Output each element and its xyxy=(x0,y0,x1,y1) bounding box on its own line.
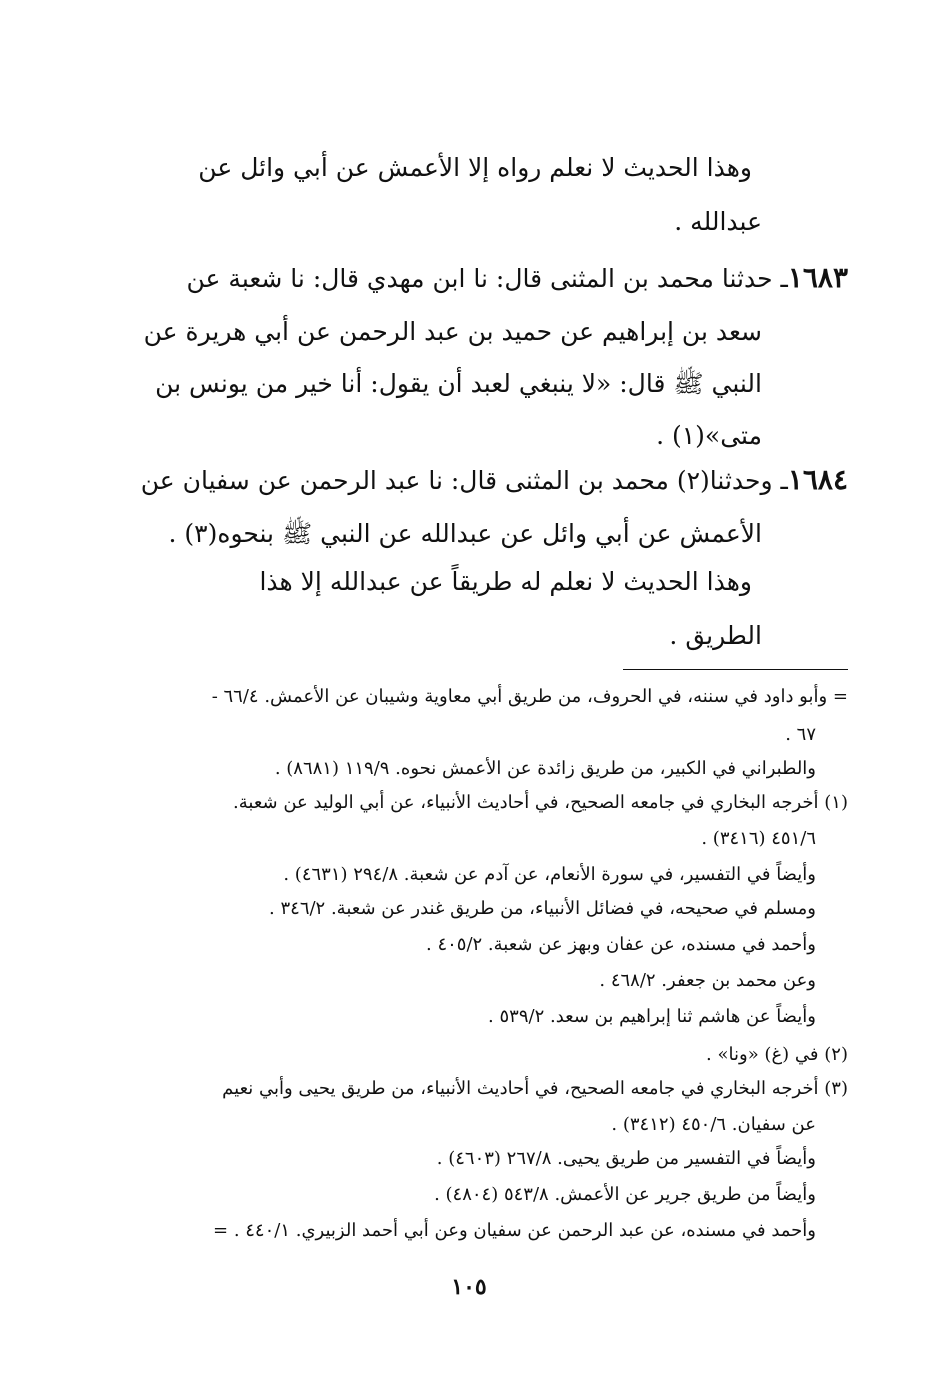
footnote-line: وأيضاً من طريق جرير عن الأعمش. ٥٤٣/٨ (٤٨٠٤) . xyxy=(434,1184,816,1205)
entry-number: ١٦٨٣ xyxy=(787,261,848,294)
footnote-line: ومسلم في صحيحه، في فضائل الأنبياء، من طريق غندر عن شعبة. ٣٤٦/٢ . xyxy=(269,898,816,919)
footnote-line: والطبراني في الكبير، من طريق زائدة عن الأعمش نحوه. ١١٩/٩ (٨٦٨١) . xyxy=(274,758,816,779)
paragraph-line: الطريق . xyxy=(669,621,762,650)
footnote-3: (٣) أخرجه البخاري في جامعه الصحيح، في أحاديث الأنبياء، من طريق يحيى وأبي نعيم xyxy=(222,1078,848,1099)
paragraph-line: وهذا الحديث لا نعلم رواه إلا الأعمش عن أبي وائل عن xyxy=(198,153,752,182)
footnote-line: ٦٧ . xyxy=(785,724,816,745)
footnote-line: وأيضاً في التفسير، في سورة الأنعام، عن آدم عن شعبة. ٢٩٤/٨ (٤٦٣١) . xyxy=(283,864,816,885)
footnote-line: = وأبو داود في سننه، في الحروف، من طريق أبي معاوية وشيبان عن الأعمش. ٦٦/٤ - xyxy=(211,686,848,707)
footnote-line: وعن محمد بن جعفر. ٤٦٨/٢ . xyxy=(599,970,816,991)
entry-text-line: النبي ﷺ قال: «لا ينبغي لعبد أن يقول: أنا خير من يونس بن xyxy=(155,369,762,398)
entry-text-line: متى»(١) . xyxy=(656,421,762,450)
page-number: ١٠٥ xyxy=(451,1274,487,1300)
footnote-line: وأيضاً في التفسير من طريق يحيى. ٢٦٧/٨ (٤٦٠٣) . xyxy=(436,1148,816,1169)
paragraph-line: وهذا الحديث لا نعلم له طريقاً عن عبدالله إلا هذا xyxy=(259,567,752,596)
footnote-1: (١) أخرجه البخاري في جامعه الصحيح، في أحاديث الأنبياء، عن أبي الوليد عن شعبة. xyxy=(233,792,848,813)
entry-text: ـ حدثنا محمد بن المثنى قال: نا ابن مهدي قال: نا شعبة عن xyxy=(186,264,788,293)
hadith-entry-1684 xyxy=(141,452,848,508)
footnote-line: وأحمد في مسنده، عن عبد الرحمن عن سفيان وعن أبي أحمد الزبيري. ٤٤٠/١ . = xyxy=(213,1220,816,1241)
footnote-2: (٢) في (غ) «ونا» . xyxy=(706,1044,848,1065)
entry-text: ـ وحدثنا(٢) محمد بن المثنى قال: نا عبد الرحمن عن سفيان عن xyxy=(140,466,788,495)
footnote-line: عن سفيان. ٤٥٠/٦ (٣٤١٢) . xyxy=(611,1114,816,1135)
footnote-line: وأحمد في مسنده، عن عفان وبهز عن شعبة. ٤٠٥/٢ . xyxy=(425,934,816,955)
footnote-line: وأيضاً عن هاشم ثنا إبراهيم بن سعد. ٥٣٩/٢ . xyxy=(488,1006,816,1027)
entry-text-line: الأعمش عن أبي وائل عن عبدالله عن النبي ﷺ بنحوه(٣) . xyxy=(168,519,762,548)
entry-text-line: سعد بن إبراهيم عن حميد بن عبد الرحمن عن أبي هريرة عن xyxy=(143,317,762,346)
hadith-entry-1683 xyxy=(187,250,848,306)
paragraph-line: عبدالله . xyxy=(674,207,762,236)
footnote-separator xyxy=(623,669,848,670)
footnote-line: ٤٥١/٦ (٣٤١٦) . xyxy=(701,828,816,849)
entry-number: ١٦٨٤ xyxy=(787,463,848,496)
